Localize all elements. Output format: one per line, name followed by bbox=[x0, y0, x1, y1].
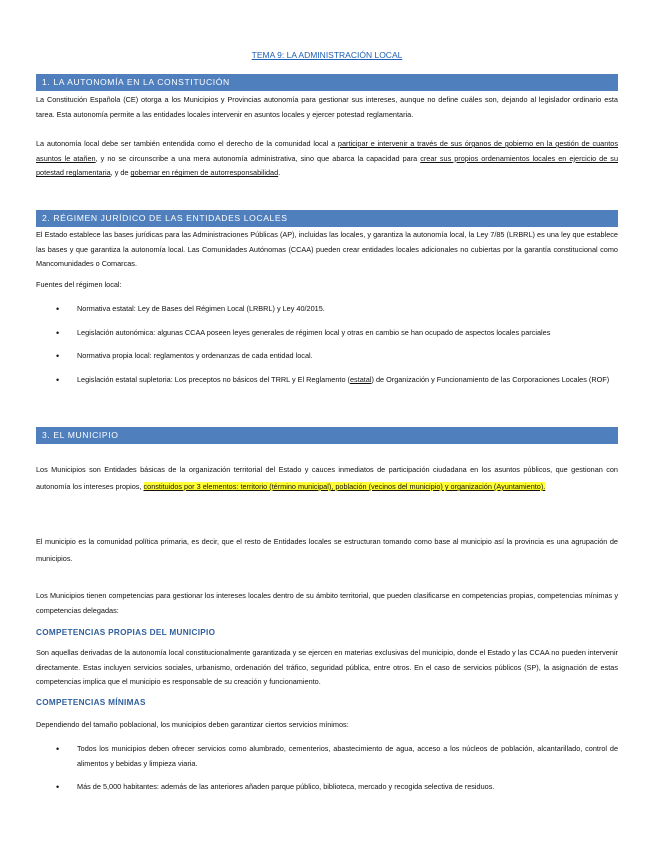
section-2-heading: 2. RÉGIMEN JURÍDICO DE LAS ENTIDADES LOCALES bbox=[36, 210, 618, 227]
s2-fuentes-list bbox=[36, 302, 618, 387]
list-item: • Legislación autonómica: algunas CCAA poseen leyes generales de régimen local y otras en cambio se han ocupado de aspectos locales parciales bbox=[36, 326, 618, 341]
highlighted-text: constituidos por 3 elementos: territorio (término municipal), población (vecinos del municipio) y organización (Ayuntamiento). bbox=[143, 482, 546, 491]
s1-paragraph-2: La autonomía local debe ser también entendida como el derecho de la comunidad local a participar e intervenir a través de sus órganos de gobierno en la gestión de cuantos asuntos le atañen, y no se circunscribe a una mera autonomía administrativa, sino que abarca la capacidad para crear sus propios ordenamientos locales en ejercicio de su potestad reglamentaria, y de gobernar en régimen de autorresponsabilidad. bbox=[36, 139, 619, 178]
s3-paragraph-2: El municipio es la comunidad política primaria, es decir, que el resto de Entidades locales se estructuran tomando como base al municipio así la provincia es una agrupación de municipios. bbox=[36, 537, 618, 563]
list-item: • Normativa propia local: reglamentos y ordenanzas de cada entidad local. bbox=[36, 349, 618, 364]
s3-paragraph-1: Los Municipios son Entidades básicas de la organización territorial del Estado y cauces inmediatos de participación ciudadana en los asuntos públicos, que gestionan con autonomía los intereses propios, constituidos por 3 elementos: territorio (término municipal), población (vecinos del municipio) y organización (Ayuntamiento). bbox=[36, 465, 618, 491]
s3-paragraph-3: Los Municipios tienen competencias para gestionar los intereses locales dentro de su ámbito territorial, que pueden clasificarse en competencias propias, competencias mínimas y competencias delegadas: bbox=[36, 591, 618, 615]
s1-paragraph-1: La Constitución Española (CE) otorga a los Municipios y Provincias autonomía para gestionar sus intereses, aunque no define cuáles son, dejando al legislador ordinario esta tarea. Esta autonomía permite a las entidades locales intervenir en asuntos locales y ejercer potestad reglamentaria. bbox=[36, 95, 618, 119]
list-item: • Legislación estatal supletoria: Los preceptos no básicos del TRRL y El Reglamento (estatal) de Organización y Funcionamiento de las Corporaciones Locales (ROF) bbox=[36, 373, 618, 388]
s3-paragraph-4: Son aquellas derivadas de la autonomía local constitucionalmente garantizada y se ejercen en materias exclusivas del municipio, donde el Estado y las CCAA no pueden intervenir directamente. Estas incluyen servicios sociales, urbanismo, ordenación del tráfico, seguridad pública, entre otros. En el caso de servicios públicos (SP), la asignación de estas competencias implica que el municipio es responsable de su creación y funcionamiento. bbox=[36, 648, 618, 687]
list-item: • Todos los municipios deben ofrecer servicios como alumbrado, cementerios, abastecimiento de agua, acceso a los núcleos de población, alcantarillado, control de alimentos y bebidas y limpieza viaria. bbox=[36, 742, 618, 771]
subheading-competencias-propias: COMPETENCIAS PROPIAS DEL MUNICIPIO bbox=[36, 628, 216, 637]
subheading-competencias-minimas: COMPETENCIAS MÍNIMAS bbox=[36, 698, 146, 707]
list-item: • Normativa estatal: Ley de Bases del Régimen Local (LRBRL) y Ley 40/2015. bbox=[36, 302, 618, 317]
s2-fuentes-label: Fuentes del régimen local: bbox=[36, 280, 122, 289]
list-item: • Más de 5,000 habitantes: además de las anteriores añaden parque público, biblioteca, mercado y recogida selectiva de residuos. bbox=[36, 780, 618, 795]
document-title: TEMA 9: LA ADMINISTRACIÓN LOCAL bbox=[251, 50, 403, 60]
s2-paragraph-1: El Estado establece las bases jurídicas para las Administraciones Públicas (AP), incluidas las locales, y garantiza la autonomía local, la Ley 7/85 (LRBRL) es una ley que establece las bases y que garantiza la autonomía local. Las Comunidades Autónomas (CCAA) pueden crear entidades locales adicionales no cubiertas por la garantía constitucional como Mancomunidades o Comarcas. bbox=[36, 230, 618, 269]
section-1-heading: 1. LA AUTONOMÍA EN LA CONSTITUCIÓN bbox=[36, 74, 618, 91]
section-3-heading: 3. EL MUNICIPIO bbox=[36, 427, 618, 444]
s3-servicios-list bbox=[36, 742, 618, 795]
s3-paragraph-5: Dependiendo del tamaño poblacional, los municipios deben garantizar ciertos servicios mínimos: bbox=[36, 720, 349, 729]
